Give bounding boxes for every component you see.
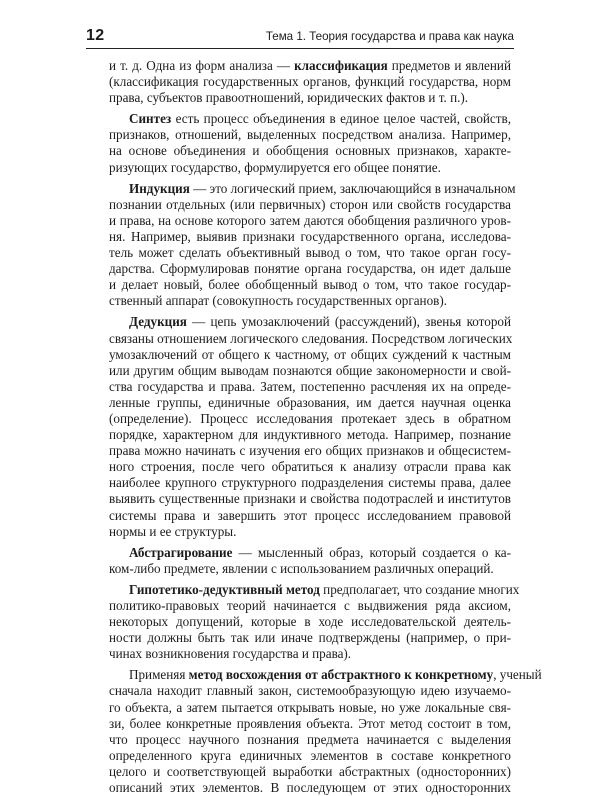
text-line <box>109 363 511 379</box>
text-run: и права, на основе которого затем даются обобщения различного уров- <box>109 212 511 228</box>
text-line <box>109 293 511 309</box>
text-run: умозаключений от общего к частному, от общих суждений к частным <box>109 346 511 362</box>
text-line <box>109 314 511 330</box>
text-line <box>109 716 511 732</box>
text-line <box>109 508 511 524</box>
text-line <box>109 245 511 261</box>
text-run: некоторых допущений, которые в ходе исследовательской деятель- <box>109 614 511 630</box>
text-run: познании отдельных (или первичных) сторон или свойств государства <box>109 196 511 212</box>
text-run: Применяя <box>129 667 189 683</box>
text-run: ком-либо предмете, явлении с использованием различных операций. <box>109 560 494 576</box>
text-line <box>109 395 511 411</box>
text-line <box>109 700 511 716</box>
bold-term: метод восхождения от абстрактного к конкретному <box>188 667 494 683</box>
bold-term: Гипотетико-дедуктивный метод <box>129 581 320 597</box>
text-line <box>109 111 511 127</box>
text-run: что процесс научного познания предмета начинается с выделения <box>109 731 511 747</box>
section-title: Тема 1. Теория государства и права как наука <box>265 30 514 43</box>
paragraph <box>109 314 511 539</box>
text-line <box>109 748 511 764</box>
text-run: ства государства и права. Затем, постепенно расчленяя их на опреде- <box>109 378 511 394</box>
text-line <box>109 443 511 459</box>
text-run: (классификация государственных органов, функций государства, норм <box>109 74 511 90</box>
bold-term: Индукция <box>129 180 190 196</box>
text-line <box>109 581 520 598</box>
text-run: порядке, характерном для индуктивного метода. Например, познание <box>109 427 511 443</box>
text-run: , ученый <box>493 667 542 683</box>
text-run: целого и соответствующей выработки абстрактных (односторонних) <box>109 763 511 779</box>
text-run: политико-правовых теорий начинается с выдвижения ряда аксиом, <box>109 598 511 613</box>
text-line <box>109 780 511 796</box>
paragraph <box>109 180 516 310</box>
text-run: дарства. Сформулировав понятие органа государства, он идет дальше <box>109 261 511 277</box>
text-line <box>109 127 511 143</box>
text-line <box>109 561 511 577</box>
text-run: — цепь умозаключений (рассуждений), звенья которой <box>186 314 511 330</box>
text-line <box>109 331 511 347</box>
text-line <box>109 732 511 748</box>
text-run: тель может сделать объективный вывод о том, что такое орган госу- <box>109 245 511 261</box>
bold-term: Абстрагирование <box>129 544 233 560</box>
text-line <box>109 524 511 540</box>
text-run: го объекта, а затем пытается открывать новые, но уже локальные свя- <box>109 699 511 715</box>
text-run: ности должны быть так или иначе подтверждены (например, о при- <box>109 630 511 646</box>
text-run: выявить существенные признаки и свойства подотраслей и институтов <box>109 491 511 507</box>
text-line <box>109 630 511 646</box>
text-line <box>109 180 516 197</box>
text-run: зи, более конкретные проявления объекта. Этот метод состоит в том, <box>109 715 511 731</box>
text-line <box>109 90 511 106</box>
paragraph <box>109 667 542 796</box>
text-line <box>109 427 511 443</box>
text-run: наиболее крупного структурного подразделения системы права, далее <box>109 475 511 491</box>
paragraph <box>109 545 511 577</box>
text-run: (определение). Процесс исследования протекает здесь в обратном <box>109 410 511 426</box>
paragraph <box>109 58 511 106</box>
text-run: ня. Например, выявив признаки государственного органа, исследова- <box>109 228 511 244</box>
text-line <box>109 58 511 74</box>
text-line <box>109 347 511 363</box>
paragraph <box>109 581 520 662</box>
text-line <box>109 411 511 427</box>
text-line <box>109 74 511 90</box>
bold-term: Дедукция <box>129 314 187 330</box>
text-run: признаков, отношений, выделенных посредством анализа. Например, <box>109 127 511 143</box>
text-line <box>109 143 511 159</box>
text-run: на основе объединения и обобщения основных признаков, характе- <box>109 143 511 159</box>
text-run: ризующих государство, формулируется его общее понятие. <box>109 159 441 175</box>
text-line <box>109 213 511 229</box>
text-run: определенного круга единичных элементов в составе конкретного <box>109 747 511 763</box>
text-run: или другим общим выводам познаются общие закономерности и свой- <box>109 362 511 378</box>
text-run: сначала находит главный закон, системообразующую идею изучаемо- <box>109 683 511 699</box>
text-run: права можно начинать с изучения его общих признаков и общесистем- <box>109 443 511 459</box>
text-run: чинах возникновения государства и права). <box>109 646 352 662</box>
text-run: есть процесс объединения в единое целое частей, свойств, <box>171 111 511 127</box>
text-line <box>109 277 511 293</box>
text-line <box>109 646 511 662</box>
text-line <box>109 459 511 475</box>
text-run: — это логический прием, заключающийся в изначальном <box>189 180 516 196</box>
running-header <box>86 26 514 49</box>
text-run: системы права и завершить этот процесс исследованием правовой <box>109 507 511 523</box>
text-line <box>109 261 511 277</box>
text-run: и т. д. Одна из форм анализа — <box>109 58 295 73</box>
text-run: и делает новый, более обобщенный вывод о том, что такое государ- <box>109 277 511 293</box>
bold-term: классификация <box>294 58 388 73</box>
text-run: предполагает, что создание многих <box>319 581 520 597</box>
paragraph <box>109 111 511 175</box>
text-run: — мысленный образ, который создается о ка- <box>232 544 511 560</box>
text-line <box>109 764 511 780</box>
text-line <box>109 379 511 395</box>
text-line <box>109 683 511 699</box>
text-run: ного строения, после чего обратиться к анализу отрасли права как <box>109 459 511 475</box>
text-line <box>109 545 511 561</box>
text-run: права, субъектов правоотношений, юридических фактов и т. п.). <box>109 90 469 106</box>
bold-term: Синтез <box>129 111 172 127</box>
text-line <box>109 667 542 683</box>
text-run: нормы и ее структуры. <box>109 523 237 539</box>
text-line <box>109 160 511 176</box>
text-line <box>109 614 511 630</box>
text-line <box>109 229 511 245</box>
text-line <box>109 197 511 213</box>
text-column <box>109 58 542 796</box>
text-run: ленные группы, единичные образования, им дается научная оценка <box>109 394 511 410</box>
page-number: 12 <box>86 27 105 44</box>
text-line <box>109 598 511 614</box>
text-run: ственный аппарат (совокупность государственных органов). <box>109 293 448 309</box>
text-line <box>109 475 511 491</box>
text-run: связаны отношением логического следования. Посредством логических <box>109 330 513 346</box>
text-line <box>109 491 511 507</box>
text-run: предметов и явлений <box>387 58 511 73</box>
text-run: описаний этих элементов. В последующем от этих односторонних <box>109 780 511 796</box>
